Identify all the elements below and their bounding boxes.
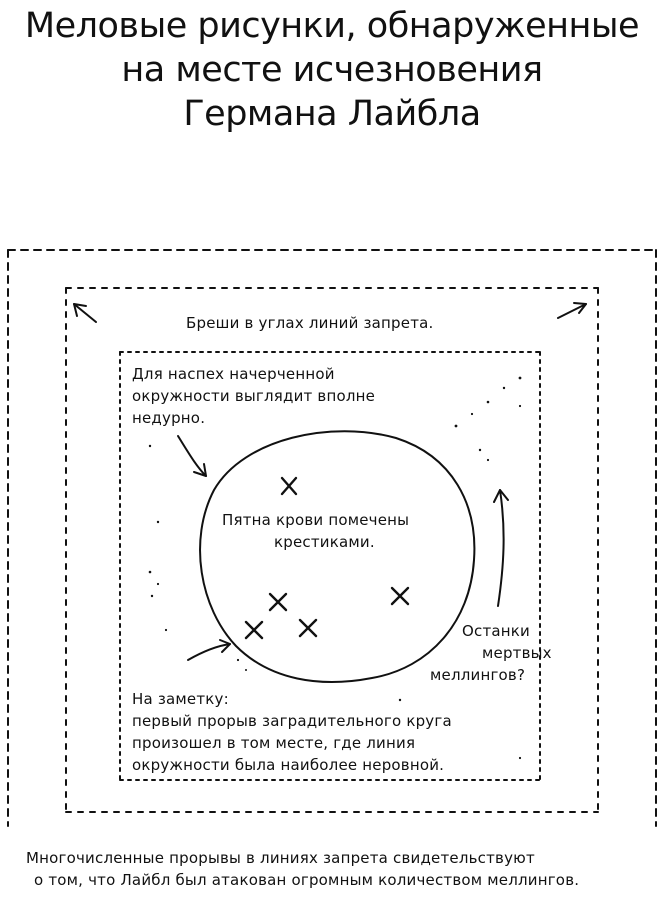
blood-cross-3	[392, 588, 408, 604]
blood-crosses	[246, 478, 408, 638]
page-title-line-1: Меловые рисунки, обнаруженные	[24, 6, 640, 46]
blood-cross-2	[270, 594, 286, 610]
page-title-line-2: на месте исчезновения	[121, 50, 543, 90]
circle-comment-arrow	[178, 436, 206, 476]
blood-spots-note-line-1: Пятна крови помечены	[222, 511, 410, 529]
page-title-line-3: Германа Лайбла	[183, 94, 481, 134]
remains-note-line-2: мертвых	[482, 644, 552, 662]
breach-point-arrow	[188, 644, 230, 660]
remains-note-line-1: Останки	[462, 622, 530, 640]
remains-arrow	[498, 490, 504, 606]
memo-note-line-4: окружности была наиболее неровной.	[132, 756, 445, 774]
memo-note-line-1: На заметку:	[132, 690, 229, 708]
circle-comment-line-3: недурно.	[132, 409, 206, 427]
blood-cross-5	[300, 620, 316, 636]
blood-cross-1	[282, 478, 296, 494]
breaches-note: Бреши в углах линий запрета.	[186, 314, 434, 332]
memo-note-line-3: произошел в том месте, где линия	[132, 734, 416, 752]
bottom-caption-line-2: о том, что Лайбл был атакован огромным количеством меллингов.	[34, 871, 580, 889]
circle-comment-line-1: Для наспех начерченной	[132, 365, 335, 383]
memo-note-line-2: первый прорыв заградительного круга	[132, 712, 452, 730]
circle-comment-line-2: окружности выглядит вполне	[132, 387, 376, 405]
remains-note-line-3: меллингов?	[430, 666, 526, 684]
bottom-caption-line-1: Многочисленные прорывы в линиях запрета свидетельствуют	[26, 849, 535, 867]
blood-cross-4	[246, 622, 262, 638]
protective-circle	[200, 431, 474, 682]
blood-spots-note-line-2: крестиками.	[274, 533, 375, 551]
